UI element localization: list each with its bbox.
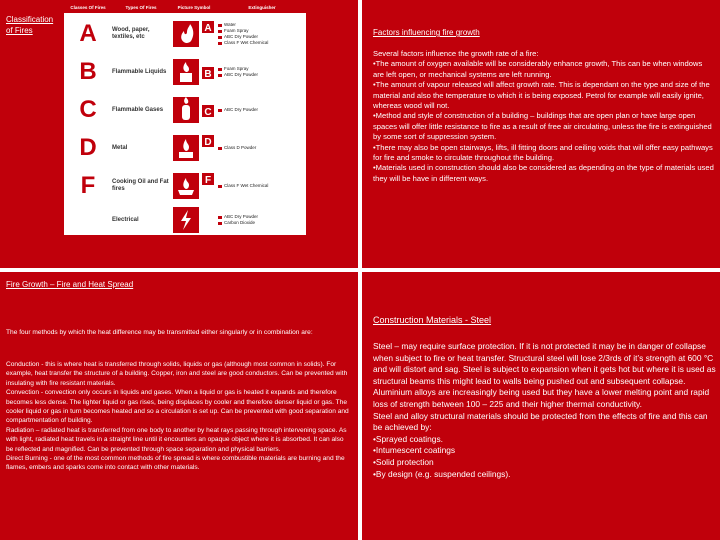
slide-title: Fire Growth – Fire and Heat Spread — [6, 280, 134, 289]
extinguisher-item: Class F Wet Chemical — [218, 183, 306, 189]
fire-class-letter: F — [80, 172, 96, 199]
extinguisher-item: Class F Wet Chemical — [218, 40, 306, 46]
fire-type: Wood, paper, textiles, etc — [112, 27, 150, 40]
slide-intro-text: The four methods by which the heat difference may be transmitted either singularly or in combination are: — [6, 329, 313, 336]
slide-body-text: Several factors influence the growth rate of a fire: •The amount of oxygen available will be considerably enhance growth, This can be when windows are left open, or mechanical systems are left running. •The amount of vapour released will affect growth rate. This is dependant on the type and size of the material and also the temperature to which it is being exposed. Petrol for example will easily ignite, whereas wood will not. •Method and style of construction of a building – buildings that are open plan or have large open spaces will offer little resistance to fire as a result of free air circulating, unless the fire is extinguished by some sort of suppression system. •There may also be open stairways, lifts, ill fitting doors and ceiling voids that will offer easy pathways for fire and smoke to circulate throughout the building. •Materials used in construction should also be considered as depending on the type of materials used they will be have in different ways. — [373, 49, 714, 183]
slide-classification-of-fires — [0, 0, 358, 268]
table-header: Classes Of Fires — [70, 5, 106, 10]
slide-title: Classification of Fires — [6, 15, 54, 35]
extinguisher-item: Foam Spray — [218, 66, 306, 72]
fire-class-letter: C — [79, 96, 97, 123]
gas-cylinder-fire-icon — [170, 95, 218, 125]
extinguisher-item: ABC Dry Powder — [218, 107, 306, 113]
extinguisher-list — [218, 214, 306, 226]
burning-metal-icon — [170, 133, 218, 163]
table-header: Types Of Fires — [125, 5, 157, 10]
table-row — [64, 205, 306, 235]
extinguisher-item: ABC Dry Powder — [218, 214, 306, 220]
slide-construction-materials-steel — [362, 272, 720, 540]
slide-title: Factors influencing fire growth — [373, 28, 480, 37]
slide-body-text: Steel – may require surface protection. If it is not protected it may be in danger of collapse when subject to fire or heat transfer. Structural steel will lose 2/3rds of it’s strength at 600 °C and will distort and sag. Steel is subject to expansion when it gets hot but where it is used as structural beams this might lead to walls being pushed out and subsequent collapse. Aluminium alloys are increasingly being used but they have a lower melting point and rapid loss of strength between 100 – 225 and their higher thermal conductivity. Steel and alloy structural materials should be protected from the effects of fire and this can be achieved by: •Sprayed coatings. •Intumescent coatings •Solid protection •By design (e.g. suspended ceilings). — [373, 341, 716, 479]
extinguisher-item: Carbon Dioxide — [218, 220, 306, 226]
fire-type: Metal — [112, 144, 128, 151]
symbol-letter: A — [204, 23, 212, 34]
fire-class-letter: B — [79, 58, 97, 85]
slide-title: Construction Materials - Steel — [373, 315, 492, 325]
table-row — [64, 53, 306, 91]
fire-type: Electrical — [112, 216, 139, 223]
table-row — [64, 129, 306, 167]
fire-classification-table — [64, 3, 306, 235]
symbol-letter: B — [204, 69, 212, 80]
table-row — [64, 167, 306, 205]
symbol-letter: D — [204, 137, 212, 148]
symbol-letter: C — [204, 107, 212, 118]
fire-class-letter: A — [79, 20, 97, 47]
fire-type: Flammable Gases — [112, 106, 164, 113]
burning-pan-icon — [170, 171, 218, 201]
burning-wood-icon — [170, 19, 218, 49]
extinguisher-item: Class D Powder — [218, 145, 306, 151]
extinguisher-list — [218, 107, 306, 113]
slide-body-text: Conduction - this is where heat is transferred through solids, liquids or gas (although most common in solids). For example, heat transfer the structure of a building. Copper, iron and steel are good conductors. Can be prevented with insulating with fire resistant materials. Convection - convection only occurs in liquids and gases. When a liquid or gas is heated it expands and therefore becomes less dense. The lighter liquid or gas rises, being displaces by cooler and therefore denser liquid or gas. The cooler liquid or gas in turn becomes heated and so a circulation is set up. Can be prevented with good separation and compartmentation of building. Radiation – radiated heat is transferred from one body to another by heat rays passing through intervening space. As with light, radiated heat travels in a straight line until it encounters an opaque object where it is absorbed. It can also be reflected and magnified. Can be prevented through space separation and physical barriers. Direct Burning - one of the most common methods of fire spread is where combustible materials are burning and the flames, embers and sparks come into contact with other materials. — [6, 361, 349, 472]
extinguisher-item: ABC Dry Powder — [218, 72, 306, 78]
fire-type: Flammable Liquids — [112, 68, 167, 75]
extinguisher-item: Water — [218, 22, 306, 28]
extinguisher-list — [218, 183, 306, 189]
table-row — [64, 15, 306, 53]
extinguisher-item: ABC Dry Powder — [218, 34, 306, 40]
table-header-row — [64, 3, 306, 14]
table-header: Extinguisher — [248, 5, 276, 10]
extinguisher-list — [218, 22, 306, 46]
slide-fire-and-heat-spread — [0, 272, 358, 540]
extinguisher-item: Foam Spray — [218, 28, 306, 34]
burning-liquid-icon — [170, 57, 218, 87]
electrical-hazard-icon — [170, 206, 218, 234]
fire-class-letter: D — [79, 134, 97, 161]
slide-factors-influencing-fire-growth — [362, 0, 720, 268]
table-row — [64, 91, 306, 129]
table-header: Picture Symbol — [177, 5, 211, 10]
symbol-letter: F — [204, 175, 212, 186]
fire-type: Cooking Oil and Fat fires — [112, 179, 169, 192]
extinguisher-list — [218, 66, 306, 78]
extinguisher-list — [218, 145, 306, 151]
